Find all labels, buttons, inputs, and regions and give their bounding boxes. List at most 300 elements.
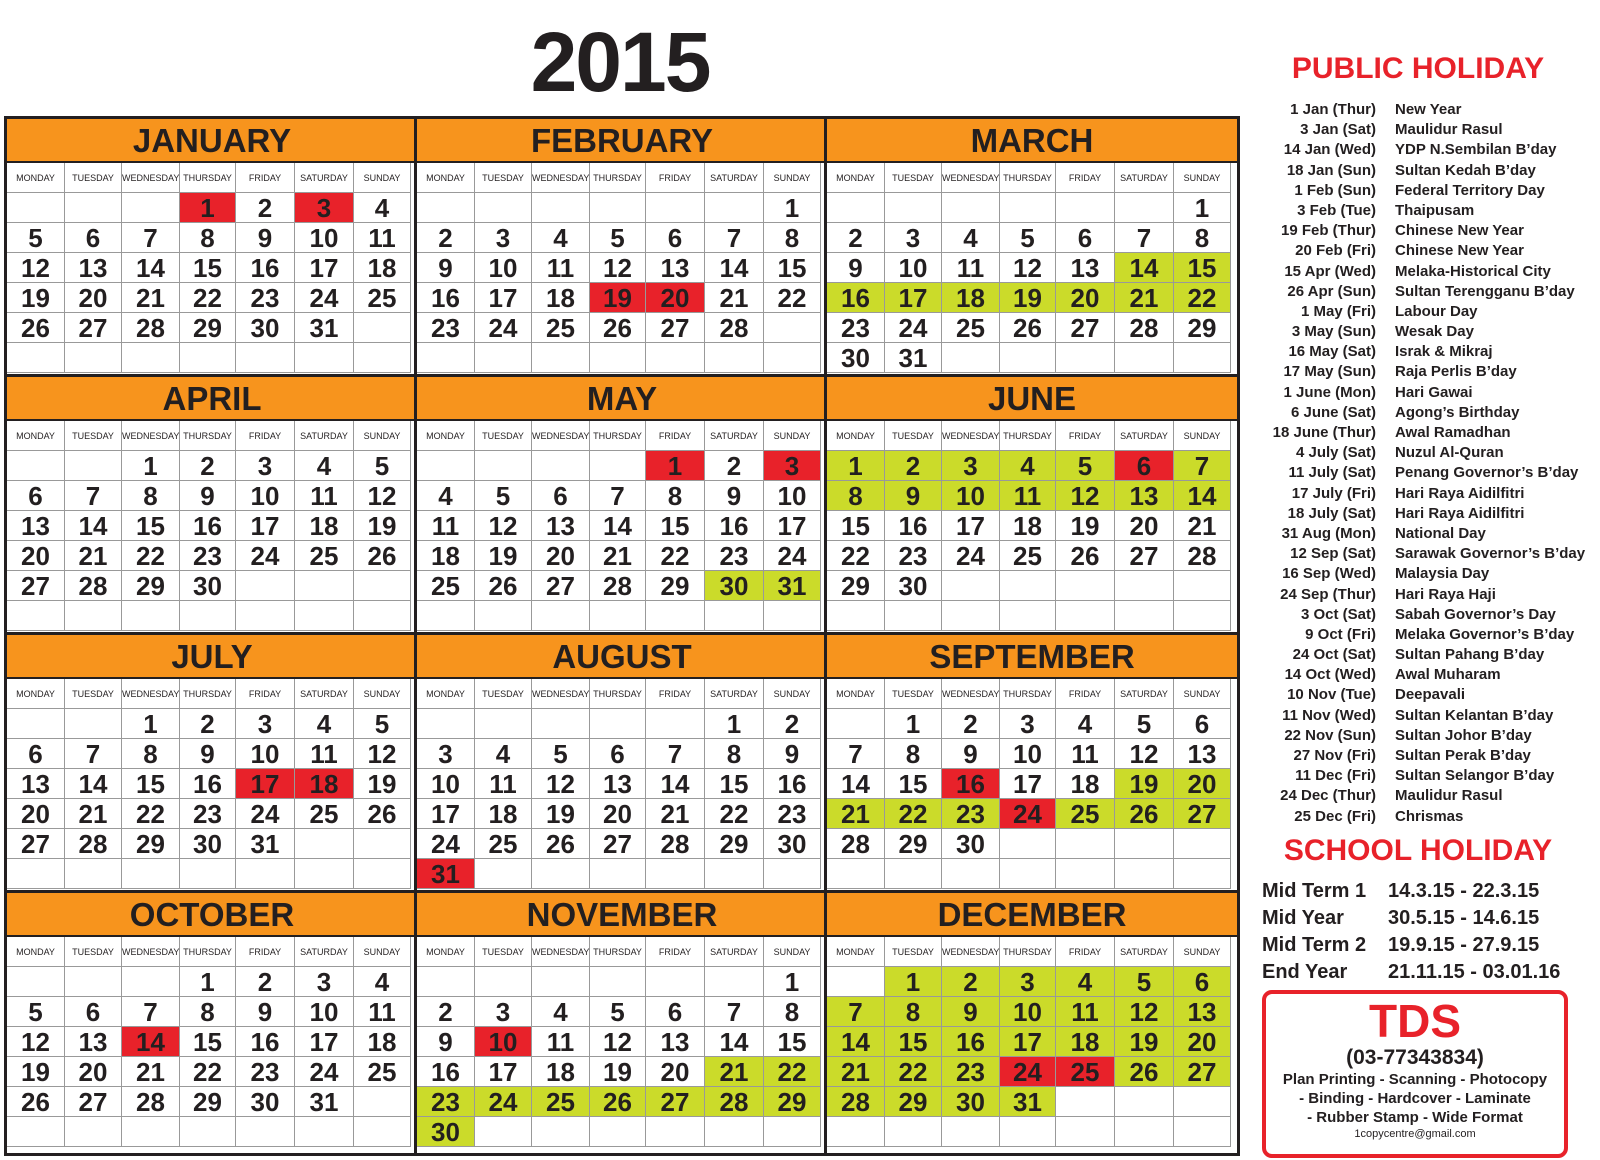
day-cell: 25 bbox=[1056, 799, 1115, 829]
weekday-label: FRIDAY bbox=[236, 679, 295, 709]
weekday-label: THURSDAY bbox=[1000, 679, 1056, 709]
day-cell bbox=[1115, 193, 1174, 223]
school-holiday-row bbox=[1262, 905, 1598, 932]
holiday-name: Maulidur Rasul bbox=[1395, 787, 1503, 805]
day-cell: 3 bbox=[475, 997, 532, 1027]
day-cell: 20 bbox=[646, 283, 705, 313]
holiday-name: Hari Raya Aidilfitri bbox=[1395, 484, 1525, 502]
day-cell bbox=[1115, 1087, 1174, 1117]
day-cell bbox=[827, 1117, 885, 1147]
day-cell: 4 bbox=[1000, 451, 1056, 481]
day-cell bbox=[122, 601, 180, 631]
day-cell: 20 bbox=[532, 541, 590, 571]
day-cell bbox=[1115, 859, 1174, 889]
holiday-row bbox=[1262, 665, 1598, 685]
holiday-date: 17 July (Fri) bbox=[1291, 484, 1376, 502]
day-cell bbox=[1000, 343, 1056, 373]
day-cell: 22 bbox=[122, 541, 180, 571]
day-cell: 15 bbox=[646, 511, 705, 541]
holiday-date: 24 Sep (Thur) bbox=[1280, 585, 1376, 603]
holiday-row bbox=[1262, 786, 1598, 806]
day-cell: 4 bbox=[532, 997, 590, 1027]
day-cell: 16 bbox=[180, 511, 236, 541]
day-cell: 11 bbox=[942, 253, 1000, 283]
day-cell bbox=[475, 601, 532, 631]
day-cell bbox=[885, 1117, 942, 1147]
holiday-row bbox=[1262, 322, 1598, 342]
day-cell bbox=[705, 967, 764, 997]
day-cell: 16 bbox=[236, 253, 295, 283]
day-cell: 13 bbox=[65, 253, 122, 283]
day-cell bbox=[1115, 829, 1174, 859]
day-cell bbox=[475, 451, 532, 481]
day-cell: 21 bbox=[646, 799, 705, 829]
day-cell: 28 bbox=[1115, 313, 1174, 343]
day-cell: 10 bbox=[942, 481, 1000, 511]
day-cell: 4 bbox=[354, 193, 411, 223]
day-cell: 20 bbox=[65, 1057, 122, 1087]
day-cell: 18 bbox=[532, 1057, 590, 1087]
day-cell bbox=[590, 967, 646, 997]
day-cell: 26 bbox=[475, 571, 532, 601]
day-cell: 27 bbox=[1115, 541, 1174, 571]
day-cell bbox=[7, 1117, 65, 1147]
day-cell bbox=[764, 859, 821, 889]
school-holiday-dates: 30.5.15 - 14.6.15 bbox=[1388, 907, 1540, 929]
day-cell bbox=[1000, 571, 1056, 601]
day-cell: 18 bbox=[942, 283, 1000, 313]
weekday-label: SUNDAY bbox=[354, 421, 411, 451]
day-cell bbox=[1056, 1087, 1115, 1117]
day-cell: 4 bbox=[295, 451, 354, 481]
day-cell: 26 bbox=[7, 1087, 65, 1117]
day-cell: 30 bbox=[180, 829, 236, 859]
page-title: 2015 bbox=[530, 15, 710, 109]
day-cell: 12 bbox=[7, 253, 65, 283]
day-cell: 30 bbox=[236, 1087, 295, 1117]
day-cell bbox=[180, 1117, 236, 1147]
day-cell: 8 bbox=[885, 739, 942, 769]
day-cell: 8 bbox=[1174, 223, 1231, 253]
day-cell bbox=[1056, 601, 1115, 631]
holiday-row bbox=[1262, 362, 1598, 382]
holiday-date: 6 June (Sat) bbox=[1290, 403, 1376, 421]
day-cell: 29 bbox=[827, 571, 885, 601]
day-cell bbox=[295, 571, 354, 601]
day-cell bbox=[1056, 343, 1115, 373]
row-divider bbox=[7, 374, 1237, 377]
month-july bbox=[7, 635, 417, 893]
weekday-label: MONDAY bbox=[827, 421, 885, 451]
day-cell: 1 bbox=[885, 967, 942, 997]
holiday-name: Thaipusam bbox=[1395, 201, 1475, 219]
day-cell: 24 bbox=[1000, 799, 1056, 829]
weekday-label: SUNDAY bbox=[1174, 163, 1231, 193]
day-cell: 17 bbox=[295, 1027, 354, 1057]
day-cell: 29 bbox=[885, 829, 942, 859]
school-holiday-label: Mid Term 2 bbox=[1262, 934, 1367, 956]
day-cell: 17 bbox=[475, 283, 532, 313]
day-cell: 7 bbox=[705, 997, 764, 1027]
day-cell: 16 bbox=[885, 511, 942, 541]
day-cell bbox=[705, 343, 764, 373]
day-cell: 7 bbox=[1115, 223, 1174, 253]
day-cell bbox=[827, 967, 885, 997]
day-cell bbox=[236, 1117, 295, 1147]
day-cell: 5 bbox=[7, 997, 65, 1027]
day-cell: 19 bbox=[7, 283, 65, 313]
holiday-row bbox=[1262, 766, 1598, 786]
day-cell: 7 bbox=[827, 997, 885, 1027]
day-cell: 31 bbox=[295, 1087, 354, 1117]
day-cell: 27 bbox=[590, 829, 646, 859]
day-cell: 29 bbox=[1174, 313, 1231, 343]
day-cell bbox=[764, 1117, 821, 1147]
weekday-label: SUNDAY bbox=[1174, 679, 1231, 709]
holiday-name: Labour Day bbox=[1395, 302, 1478, 320]
school-holiday-dates: 19.9.15 - 27.9.15 bbox=[1388, 934, 1540, 956]
weekday-label: FRIDAY bbox=[646, 421, 705, 451]
day-cell bbox=[827, 601, 885, 631]
weekday-label: MONDAY bbox=[827, 937, 885, 967]
day-cell: 16 bbox=[180, 769, 236, 799]
month-title: APRIL bbox=[7, 377, 417, 421]
day-cell: 6 bbox=[7, 739, 65, 769]
weekday-label: SUNDAY bbox=[1174, 421, 1231, 451]
month-title: JULY bbox=[7, 635, 417, 679]
weekday-label: TUESDAY bbox=[65, 937, 122, 967]
day-cell bbox=[827, 709, 885, 739]
day-cell: 28 bbox=[122, 313, 180, 343]
holiday-row bbox=[1262, 201, 1598, 221]
day-cell: 30 bbox=[705, 571, 764, 601]
holiday-row bbox=[1262, 484, 1598, 504]
weekday-label: WEDNESDAY bbox=[942, 163, 1000, 193]
day-cell bbox=[1000, 859, 1056, 889]
holiday-name: Sarawak Governor’s B’day bbox=[1395, 545, 1586, 563]
day-cell bbox=[532, 601, 590, 631]
day-cell: 3 bbox=[295, 193, 354, 223]
weekday-label: FRIDAY bbox=[646, 163, 705, 193]
day-cell: 1 bbox=[764, 193, 821, 223]
day-cell: 26 bbox=[1115, 799, 1174, 829]
day-cell: 27 bbox=[646, 1087, 705, 1117]
month-title: SEPTEMBER bbox=[827, 635, 1237, 679]
day-cell: 3 bbox=[295, 967, 354, 997]
day-cell: 8 bbox=[180, 997, 236, 1027]
day-cell bbox=[1000, 193, 1056, 223]
day-cell: 1 bbox=[122, 451, 180, 481]
day-cell: 22 bbox=[764, 283, 821, 313]
day-cell: 6 bbox=[1174, 967, 1231, 997]
holiday-name: Sultan Pahang B’day bbox=[1395, 646, 1545, 664]
day-cell: 19 bbox=[532, 799, 590, 829]
holiday-name: Sultan Johor B’day bbox=[1395, 726, 1532, 744]
day-cell bbox=[417, 601, 475, 631]
day-cell: 19 bbox=[354, 511, 411, 541]
day-cell: 7 bbox=[122, 997, 180, 1027]
day-cell: 28 bbox=[590, 571, 646, 601]
day-cell: 21 bbox=[590, 541, 646, 571]
day-cell: 17 bbox=[1000, 769, 1056, 799]
day-cell: 2 bbox=[236, 967, 295, 997]
holiday-name: Sultan Terengganu B’day bbox=[1395, 282, 1575, 300]
advertisement-box bbox=[1262, 990, 1568, 1158]
day-cell bbox=[236, 601, 295, 631]
holiday-row bbox=[1262, 443, 1598, 463]
weekday-label: TUESDAY bbox=[65, 163, 122, 193]
day-cell: 20 bbox=[1174, 769, 1231, 799]
day-cell bbox=[236, 571, 295, 601]
day-cell: 14 bbox=[827, 769, 885, 799]
public-holiday-title: PUBLIC HOLIDAY bbox=[1291, 52, 1545, 85]
day-cell: 21 bbox=[65, 799, 122, 829]
weekday-label: FRIDAY bbox=[236, 421, 295, 451]
day-cell: 24 bbox=[475, 313, 532, 343]
day-cell: 30 bbox=[942, 1087, 1000, 1117]
day-cell: 25 bbox=[417, 571, 475, 601]
day-cell: 6 bbox=[532, 481, 590, 511]
day-cell bbox=[122, 343, 180, 373]
day-cell: 26 bbox=[1056, 541, 1115, 571]
day-cell: 27 bbox=[7, 571, 65, 601]
day-cell: 1 bbox=[827, 451, 885, 481]
day-cell: 21 bbox=[827, 799, 885, 829]
day-cell: 17 bbox=[236, 769, 295, 799]
day-cell: 11 bbox=[354, 997, 411, 1027]
day-cell: 23 bbox=[885, 541, 942, 571]
day-cell: 22 bbox=[180, 1057, 236, 1087]
day-cell: 31 bbox=[764, 571, 821, 601]
month-title: MAY bbox=[417, 377, 827, 421]
day-cell: 9 bbox=[417, 1027, 475, 1057]
weekday-label: WEDNESDAY bbox=[122, 937, 180, 967]
day-cell: 14 bbox=[646, 769, 705, 799]
weekday-label: SATURDAY bbox=[295, 163, 354, 193]
holiday-row bbox=[1262, 181, 1598, 201]
day-cell: 7 bbox=[705, 223, 764, 253]
day-cell bbox=[942, 571, 1000, 601]
day-cell: 20 bbox=[65, 283, 122, 313]
day-cell: 24 bbox=[1000, 1057, 1056, 1087]
day-cell: 2 bbox=[417, 997, 475, 1027]
day-cell: 27 bbox=[1174, 1057, 1231, 1087]
holiday-date: 18 July (Sat) bbox=[1287, 504, 1376, 522]
month-october bbox=[7, 893, 417, 1151]
school-holiday-label: Mid Term 1 bbox=[1262, 880, 1367, 902]
day-cell: 3 bbox=[1000, 709, 1056, 739]
day-cell bbox=[1115, 601, 1174, 631]
weekday-label: TUESDAY bbox=[475, 421, 532, 451]
day-cell: 13 bbox=[532, 511, 590, 541]
holiday-row bbox=[1262, 585, 1598, 605]
holiday-name: Chinese New Year bbox=[1395, 222, 1524, 240]
day-cell: 16 bbox=[827, 283, 885, 313]
holiday-name: Maulidur Rasul bbox=[1395, 121, 1503, 139]
day-cell: 5 bbox=[590, 997, 646, 1027]
day-cell: 7 bbox=[590, 481, 646, 511]
day-cell: 30 bbox=[885, 571, 942, 601]
day-cell: 17 bbox=[295, 253, 354, 283]
row-divider bbox=[7, 632, 1237, 635]
weekday-label: TUESDAY bbox=[65, 679, 122, 709]
weekday-label: MONDAY bbox=[7, 163, 65, 193]
day-cell: 26 bbox=[532, 829, 590, 859]
month-december bbox=[827, 893, 1237, 1151]
day-cell bbox=[532, 193, 590, 223]
day-cell bbox=[705, 601, 764, 631]
day-cell bbox=[1056, 859, 1115, 889]
weekday-label: MONDAY bbox=[7, 679, 65, 709]
day-cell: 29 bbox=[885, 1087, 942, 1117]
day-cell: 15 bbox=[764, 253, 821, 283]
day-cell: 18 bbox=[354, 253, 411, 283]
day-cell: 20 bbox=[646, 1057, 705, 1087]
day-cell bbox=[1000, 601, 1056, 631]
day-cell: 7 bbox=[65, 481, 122, 511]
holiday-row bbox=[1262, 685, 1598, 705]
weekday-label: SATURDAY bbox=[295, 679, 354, 709]
school-holiday-dates: 21.11.15 - 03.01.16 bbox=[1388, 961, 1561, 983]
weekday-label: MONDAY bbox=[7, 421, 65, 451]
day-cell: 25 bbox=[295, 799, 354, 829]
month-september bbox=[827, 635, 1237, 893]
day-cell bbox=[590, 601, 646, 631]
day-cell bbox=[590, 859, 646, 889]
school-holiday-list bbox=[1262, 878, 1598, 986]
day-cell: 4 bbox=[942, 223, 1000, 253]
day-cell bbox=[532, 859, 590, 889]
day-cell bbox=[532, 709, 590, 739]
holiday-date: 18 June (Thur) bbox=[1272, 424, 1376, 441]
day-cell: 14 bbox=[65, 511, 122, 541]
day-cell: 13 bbox=[646, 253, 705, 283]
day-cell bbox=[65, 859, 122, 889]
day-cell: 17 bbox=[475, 1057, 532, 1087]
day-cell: 4 bbox=[295, 709, 354, 739]
day-cell: 25 bbox=[532, 313, 590, 343]
day-cell: 13 bbox=[1056, 253, 1115, 283]
day-cell: 21 bbox=[705, 1057, 764, 1087]
day-cell: 2 bbox=[764, 709, 821, 739]
weekday-label: FRIDAY bbox=[1056, 163, 1115, 193]
day-cell: 18 bbox=[1056, 769, 1115, 799]
day-cell: 24 bbox=[475, 1087, 532, 1117]
day-cell: 29 bbox=[646, 571, 705, 601]
school-holiday-title: SCHOOL HOLIDAY bbox=[1283, 834, 1553, 867]
holiday-name: Sabah Governor’s Day bbox=[1395, 605, 1556, 623]
day-cell bbox=[122, 193, 180, 223]
day-cell: 16 bbox=[705, 511, 764, 541]
day-cell: 20 bbox=[1115, 511, 1174, 541]
month-title: DECEMBER bbox=[827, 893, 1237, 937]
weekday-label: MONDAY bbox=[417, 163, 475, 193]
weekday-label: TUESDAY bbox=[885, 421, 942, 451]
weekday-label: SUNDAY bbox=[764, 163, 821, 193]
day-cell bbox=[354, 601, 411, 631]
day-cell: 23 bbox=[236, 283, 295, 313]
day-cell: 19 bbox=[1056, 511, 1115, 541]
day-cell: 30 bbox=[236, 313, 295, 343]
day-cell bbox=[475, 343, 532, 373]
holiday-name: Wesak Day bbox=[1395, 323, 1474, 341]
weekday-label: SUNDAY bbox=[764, 679, 821, 709]
day-cell bbox=[65, 967, 122, 997]
holiday-date: 31 Aug (Mon) bbox=[1281, 524, 1376, 542]
day-cell: 18 bbox=[1000, 511, 1056, 541]
day-cell: 19 bbox=[354, 769, 411, 799]
weekday-label: SATURDAY bbox=[705, 679, 764, 709]
holiday-row bbox=[1262, 564, 1598, 584]
day-cell bbox=[354, 313, 411, 343]
day-cell: 21 bbox=[122, 283, 180, 313]
day-cell: 2 bbox=[180, 709, 236, 739]
holiday-name: New Year bbox=[1395, 101, 1462, 118]
day-cell: 1 bbox=[180, 193, 236, 223]
ad-service-line: - Rubber Stamp - Wide Format bbox=[1307, 1109, 1523, 1126]
day-cell: 9 bbox=[417, 253, 475, 283]
holiday-date: 11 July (Sat) bbox=[1288, 464, 1376, 482]
day-cell bbox=[590, 1117, 646, 1147]
public-holiday-list bbox=[1262, 100, 1598, 827]
day-cell: 7 bbox=[646, 739, 705, 769]
holiday-name: Sultan Kelantan B’day bbox=[1395, 706, 1554, 724]
day-cell bbox=[1056, 193, 1115, 223]
day-cell: 2 bbox=[942, 709, 1000, 739]
weekday-label: WEDNESDAY bbox=[532, 163, 590, 193]
weekday-label: WEDNESDAY bbox=[942, 679, 1000, 709]
day-cell: 23 bbox=[827, 313, 885, 343]
day-cell: 4 bbox=[417, 481, 475, 511]
holiday-name: Sultan Kedah B’day bbox=[1395, 161, 1536, 179]
day-cell: 23 bbox=[942, 1057, 1000, 1087]
day-cell: 7 bbox=[122, 223, 180, 253]
day-cell: 1 bbox=[885, 709, 942, 739]
calendar-grid bbox=[4, 116, 1240, 1156]
day-cell: 10 bbox=[1000, 739, 1056, 769]
holiday-row bbox=[1262, 120, 1598, 140]
day-cell: 5 bbox=[1115, 967, 1174, 997]
holiday-row bbox=[1262, 746, 1598, 766]
column-divider bbox=[824, 119, 827, 1153]
day-cell: 6 bbox=[1056, 223, 1115, 253]
day-cell: 23 bbox=[417, 313, 475, 343]
day-cell: 18 bbox=[295, 511, 354, 541]
day-cell: 18 bbox=[354, 1027, 411, 1057]
day-cell: 10 bbox=[295, 997, 354, 1027]
day-cell: 2 bbox=[827, 223, 885, 253]
holiday-date: 24 Oct (Sat) bbox=[1292, 646, 1376, 664]
day-cell: 7 bbox=[827, 739, 885, 769]
day-cell: 5 bbox=[7, 223, 65, 253]
day-cell: 15 bbox=[122, 511, 180, 541]
day-cell bbox=[1174, 1087, 1231, 1117]
day-cell: 22 bbox=[646, 541, 705, 571]
day-cell: 10 bbox=[236, 739, 295, 769]
day-cell: 7 bbox=[65, 739, 122, 769]
weekday-label: THURSDAY bbox=[180, 679, 236, 709]
day-cell: 28 bbox=[705, 1087, 764, 1117]
day-cell: 15 bbox=[885, 1027, 942, 1057]
day-cell: 24 bbox=[295, 1057, 354, 1087]
ad-email: 1copycentre@gmail.com bbox=[1354, 1128, 1476, 1140]
day-cell: 12 bbox=[590, 1027, 646, 1057]
day-cell: 17 bbox=[236, 511, 295, 541]
day-cell: 20 bbox=[7, 541, 65, 571]
weekday-label: SUNDAY bbox=[354, 937, 411, 967]
holiday-name: YDP N.Sembilan B’day bbox=[1395, 141, 1557, 159]
day-cell bbox=[646, 709, 705, 739]
